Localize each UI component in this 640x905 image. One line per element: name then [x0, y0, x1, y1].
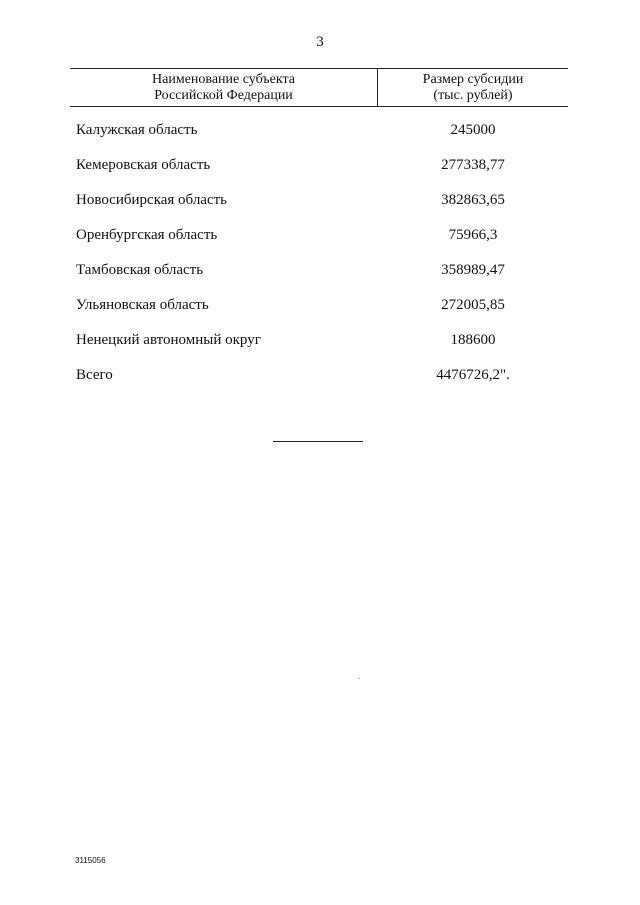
- subsidy-value: 188600: [450, 332, 496, 348]
- total-value: 4476726,2".: [436, 367, 510, 383]
- total-label: Всего: [76, 367, 113, 383]
- subsidy-value: 75966,3: [448, 227, 498, 243]
- subsidy-value: 272005,85: [441, 297, 505, 313]
- region-name: Ульяновская область: [76, 297, 209, 313]
- header-subsidy-amount-line-2: (тыс. рублей): [433, 88, 513, 103]
- region-name: Ненецкий автономный округ: [76, 332, 261, 348]
- end-of-text-rule: [273, 441, 363, 442]
- region-name: Калужская область: [76, 122, 198, 138]
- page-number: 3: [316, 34, 324, 50]
- table-row: [76, 157, 576, 192]
- scan-speck: [359, 678, 360, 679]
- table-body: [76, 122, 576, 402]
- region-name: Оренбургская область: [76, 227, 218, 243]
- subsidy-value: 277338,77: [441, 157, 505, 173]
- header-region-name: [70, 72, 377, 104]
- table-row: [76, 262, 576, 297]
- table-row: [76, 122, 576, 157]
- table-header: [70, 68, 568, 107]
- subsidy-value: 245000: [450, 122, 496, 138]
- table-row: [76, 192, 576, 227]
- header-region-name-line-1: Наименование субъекта: [152, 72, 295, 87]
- table-row: [76, 332, 576, 367]
- subsidy-table-header-block: [70, 68, 568, 107]
- document-code: 3115056: [75, 856, 106, 865]
- region-name: Кемеровская область: [76, 157, 211, 173]
- region-name: Новосибирская область: [76, 192, 228, 208]
- table-row: [76, 227, 576, 262]
- header-region-name-line-2: Российской Федерации: [154, 88, 293, 103]
- subsidy-value: 382863,65: [441, 192, 505, 208]
- subsidy-value: 358989,47: [441, 262, 505, 278]
- header-subsidy-amount-line-1: Размер субсидии: [422, 72, 524, 87]
- table-row: [76, 297, 576, 332]
- region-name: Тамбовская область: [76, 262, 204, 278]
- table-row-total: [76, 367, 576, 402]
- header-subsidy-amount: [378, 72, 568, 104]
